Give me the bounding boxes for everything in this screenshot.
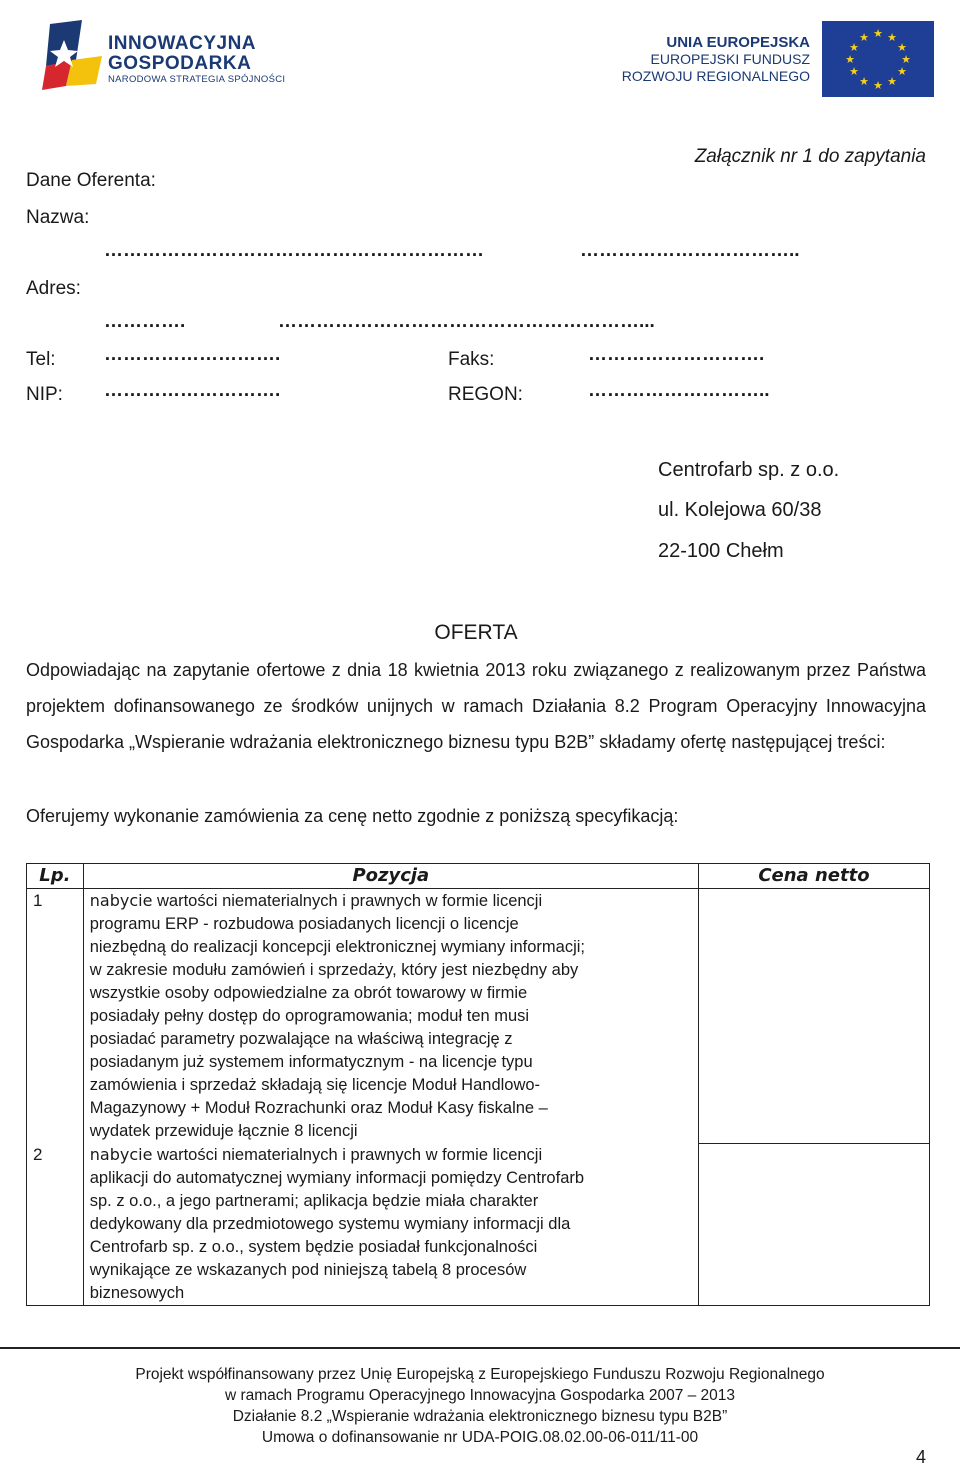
desc-line: aplikacji do automatycznej wymiany informacji pomiędzy Centrofarb [89,1169,585,1187]
desc-line: wydatek przewiduje łącznie 8 licencji [89,1122,358,1140]
header-lp: Lp. [27,864,84,889]
desc-line: biznesowych [89,1284,185,1302]
footer-line-4: Umowa o dofinansowanie nr UDA-POIG.08.02.00-06-011/11-00 [261,1429,699,1446]
eu-logo-line1: UNIA EUROPEJSKA [666,34,810,51]
row-first-word: nabycie [89,1145,153,1164]
offerer-heading: Dane Oferenta: [26,170,156,191]
table-row [27,1143,930,1306]
address-field-dots-2[interactable]: …………………………………………………... [278,311,655,332]
desc-line: programu ERP - rozbudowa posiadanych licencji o licencje [89,915,519,933]
nip-field-dots[interactable]: ………………………. [104,380,281,401]
address-label: Adres: [26,278,81,299]
eu-logo-text [622,34,810,85]
recipient-street: ul. Kolejowa 60/38 [658,499,822,521]
row-first-word: nabycie [89,891,153,910]
header-net-price: Cena netto [698,864,929,889]
eu-logo-line2: EUROPEJSKI FUNDUSZ [650,51,810,67]
footer-line-3: Działanie 8.2 „Wspieranie wdrażania elektronicznego biznesu typu B2B” [232,1408,728,1425]
eu-flag-icon [822,21,934,97]
footer-line-1: Projekt współfinansowany przez Unię Europejską z Europejskiego Funduszu Rozwoju Regionalnego [135,1366,825,1383]
desc-line: posiadały pełny dostęp do oprogramowania; moduł ten musi [89,1007,530,1025]
desc-line: niezbędną do realizacji koncepcji elektronicznej wymiany informacji; [89,938,585,956]
desc-line: sp. z o.o., a jego partnerami; aplikacja będzie miała charakter [89,1192,539,1210]
regon-field-dots[interactable]: ……………………….. [588,380,770,401]
header-position: Pozycja [83,864,698,889]
tel-field-dots[interactable]: ………………………. [104,344,281,365]
svg-text:★: ★ [887,31,897,44]
recipient-name: Centrofarb sp. z o.o. [658,459,840,481]
desc-line: dedykowany dla przedmiotowego systemu wymiany informacji dla [89,1215,571,1233]
footer [0,1364,960,1448]
tel-label: Tel: [26,349,56,370]
name-label: Nazwa: [26,207,90,228]
table-header-row [27,864,930,889]
address-field-dots-1[interactable]: …………. [104,311,186,332]
fax-label: Faks: [448,349,495,370]
svg-text:★: ★ [901,53,911,66]
desc-line: wszystkie osoby odpowiedzialne za obrót towarowy w firmie [89,984,528,1002]
desc-line: posiadać parametry pozwalające na właściwą integrację z [89,1030,513,1048]
page-number: 4 [915,1447,926,1467]
row-lp: 1 [27,889,84,1144]
desc-line: wynikające ze wskazanych pod niniejszą tabelą 8 procesów [89,1261,527,1279]
offer-title: OFERTA [434,621,518,644]
row-price-input[interactable] [698,889,929,1144]
svg-text:★: ★ [849,65,859,78]
svg-text:★: ★ [859,75,869,88]
footer-line-2: w ramach Programu Operacyjnego Innowacyjna Gospodarka 2007 – 2013 [224,1387,736,1404]
row-description [83,889,698,1144]
table-row [27,889,930,1144]
ig-logo-line1: INNOWACYJNA [108,33,257,54]
fax-field-dots[interactable]: ………………………. [588,344,765,365]
offer-intro-paragraph: Odpowiadając na zapytanie ofertowe z dnia 18 kwietnia 2013 roku związanego z realizowanym przez Państwa projektem dofinansowanego ze środków unijnych w ramach Działania 8.2 Program Operacyjny Innowacyjna Gospodarka „Wspieranie wdrażania elektronicznego biznesu typu B2B” składamy ofertę następującej treści: [26,660,926,752]
name-field-dots-1[interactable]: …………………………………………………… [104,240,484,261]
svg-text:★: ★ [873,27,883,40]
ig-emblem-icon [42,20,106,90]
row-description [83,1143,698,1306]
regon-label: REGON: [448,384,523,405]
desc-line: w zakresie modułu zamówień i sprzedaży, który jest niezbędny aby [89,961,579,979]
eu-logo-line3: ROZWOJU REGIONALNEGO [621,68,810,84]
desc-line: Centrofarb sp. z o.o., system będzie posiadał funkcjonalności [89,1238,538,1256]
desc-line: wartości niematerialnych i prawnych w formie licencji [152,1146,543,1164]
desc-line: wartości niematerialnych i prawnych w formie licencji [152,892,543,910]
desc-line: zamówienia i sprzedaż składają się licencje Moduł Handlowo- [89,1076,541,1094]
svg-text:★: ★ [897,41,907,54]
svg-text:★: ★ [897,65,907,78]
name-field-dots-2[interactable]: …………………………….. [580,240,800,261]
svg-text:★: ★ [845,53,855,66]
specification-table [26,863,930,1306]
svg-text:★: ★ [887,75,897,88]
ig-logo-line3: NARODOWA STRATEGIA SPÓJNOŚCI [108,74,286,85]
footer-divider [0,1347,960,1349]
svg-text:★: ★ [873,79,883,92]
desc-line: Magazynowy + Moduł Rozrachunki oraz Moduł Kasy fiskalne – [89,1099,548,1117]
svg-text:★: ★ [849,41,859,54]
attachment-label: Załącznik nr 1 do zapytania [694,146,926,167]
recipient-city: 22-100 Chełm [658,540,784,562]
desc-line: posiadanym już systemem informatycznym - na licencje typu [89,1053,533,1071]
nip-label: NIP: [26,384,63,405]
ig-logo-line2: GOSPODARKA [108,53,252,74]
svg-text:★: ★ [859,31,869,44]
row-lp: 2 [27,1143,84,1306]
row-price-input[interactable] [698,1143,929,1306]
offer-spec-paragraph: Oferujemy wykonanie zamówienia za cenę netto zgodnie z poniższą specyfikacją: [26,806,679,826]
